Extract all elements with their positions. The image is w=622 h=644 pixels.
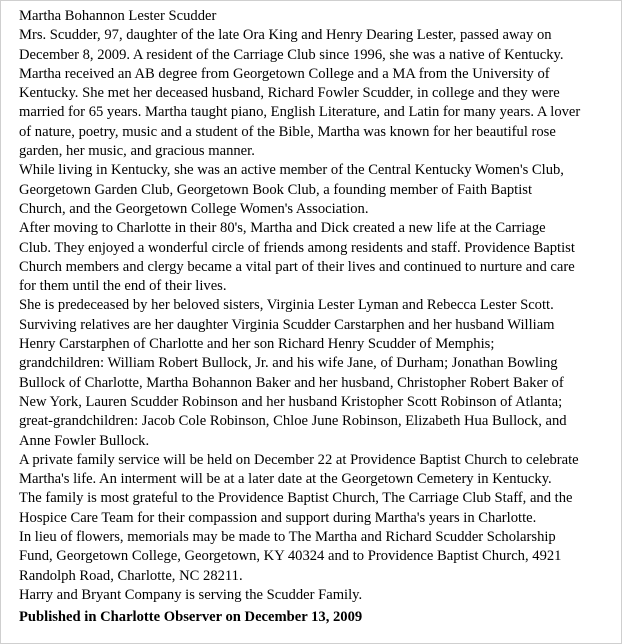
text-line: for them until the end of their lives. [19, 278, 227, 295]
text-line: Surviving relatives are her daughter Virginia Scudder Carstarphen and her husband William [19, 316, 555, 333]
text-line: Fund, Georgetown College, Georgetown, KY 40324 and to Providence Baptist Church, 4921 [19, 548, 562, 565]
text-line: Hospice Care Team for their compassion and support during Martha's years in Charlotte. [19, 509, 537, 526]
text-line: New York, Lauren Scudder Robinson and her husband Kristopher Scott Robinson of Atlanta; [19, 393, 563, 410]
text-line: Church, and the Georgetown College Women's Association. [19, 200, 369, 217]
text-line: Georgetown Garden Club, Georgetown Book Club, a founding member of Faith Baptist [19, 181, 533, 198]
text-line: While living in Kentucky, she was an active member of the Central Kentucky Women's Club, [19, 162, 564, 179]
text-line: Bullock of Charlotte, Martha Bohannon Baker and her husband, Christopher Robert Baker of [19, 374, 564, 391]
text-line: of nature, poetry, music and a student of the Bible, Martha was known for her beautiful rose [19, 123, 556, 140]
text-line: In lieu of flowers, memorials may be made to The Martha and Richard Scudder Scholarship [19, 529, 556, 546]
obituary-title: Martha Bohannon Lester Scudder [19, 8, 217, 24]
text-line: Anne Fowler Bullock. [19, 432, 150, 449]
text-line: garden, her music, and gracious manner. [19, 143, 255, 160]
text-line: Martha's life. An interment will be at a later date at the Georgetown Cemetery in Kentucky. [19, 471, 552, 488]
text-line: Henry Carstarphen of Charlotte and her son Richard Henry Scudder of Memphis; [19, 336, 495, 353]
text-line: Club. They enjoyed a wonderful circle of friends among residents and staff. Providence Baptist [19, 239, 575, 256]
text-line: married for 65 years. Martha taught piano, English Literature, and Latin for many years. A lover [19, 104, 581, 121]
text-line: A private family service will be held on December 22 at Providence Baptist Church to celebrate [19, 451, 579, 468]
text-line: Martha received an AB degree from Georgetown College and a MA from the University of [19, 65, 550, 82]
text-line: Mrs. Scudder, 97, daughter of the late Ora King and Henry Dearing Lester, passed away on [19, 27, 552, 44]
text-line: After moving to Charlotte in their 80's, Martha and Dick created a new life at the Carriage [19, 220, 546, 237]
text-line: She is predeceased by her beloved sisters, Virginia Lester Lyman and Rebecca Lester Scott. [19, 297, 554, 314]
text-line: great-grandchildren: Jacob Cole Robinson, Chloe June Robinson, Elizabeth Hua Bullock, and [19, 413, 567, 430]
text-line: grandchildren: William Robert Bullock, Jr. and his wife Jane, of Durham; Jonathan Bowling [19, 355, 558, 372]
text-line: December 8, 2009. A resident of the Carriage Club since 1996, she was a native of Kentucky. [19, 46, 564, 63]
text-line: Randolph Road, Charlotte, NC 28211. [19, 567, 243, 584]
obituary-text [19, 7, 619, 605]
text-line: Kentucky. She met her deceased husband, Richard Fowler Scudder, in college and they were [19, 85, 560, 102]
text-line: Church members and clergy became a vital part of their lives and continued to nurture and care [19, 258, 575, 275]
publication-note: Published in Charlotte Observer on December 13, 2009 [19, 609, 363, 625]
text-line: Harry and Bryant Company is serving the Scudder Family. [19, 586, 363, 603]
text-line: The family is most grateful to the Providence Baptist Church, The Carriage Club Staff, and the [19, 490, 573, 507]
